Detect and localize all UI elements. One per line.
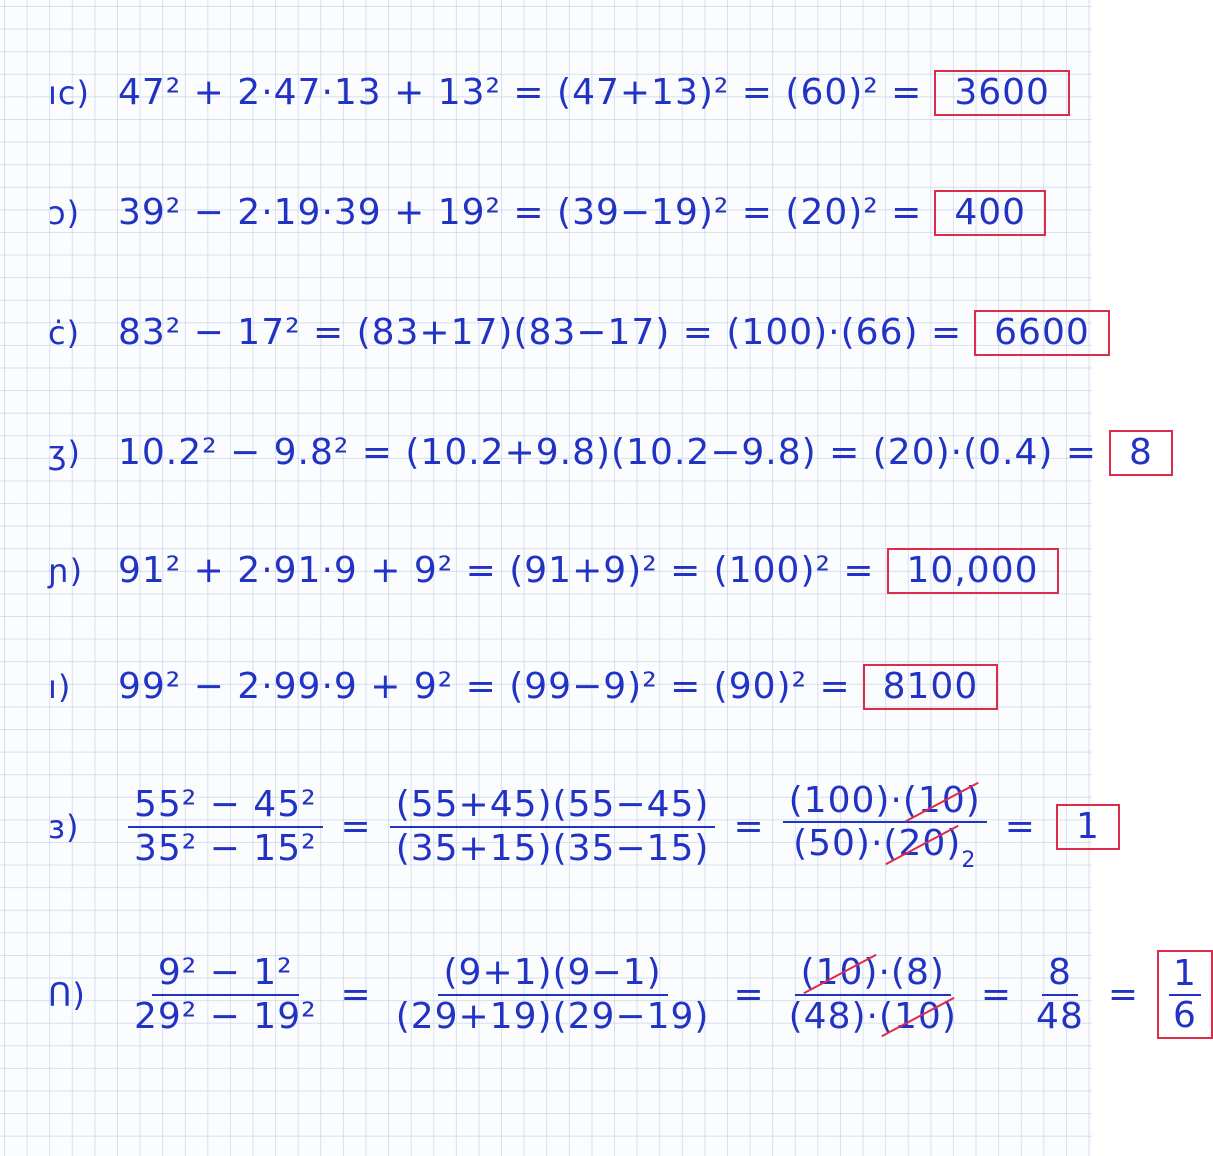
fraction — [390, 952, 716, 1037]
numerator — [783, 780, 987, 823]
factor: (50)· — [793, 823, 884, 865]
numerator: 55² − 45² — [128, 784, 323, 827]
row-expression: 10.2² − 9.8² = (10.2+9.8)(10.2−9.8) = (20)·(0.4) = — [118, 432, 1098, 474]
denominator: 48 — [1036, 995, 1084, 1037]
boxed-answer: 6600 — [974, 310, 1110, 356]
row-expression: 83² − 17² = (83+17)(83−17) = (100)·(66) = — [118, 312, 963, 354]
numerator: (55+45)(55−45) — [390, 784, 716, 827]
equals-sign: = — [733, 806, 765, 848]
boxed-answer: 8100 — [863, 664, 999, 710]
cancelled-factor: (10) — [902, 780, 981, 821]
factor: (100)· — [788, 780, 903, 821]
equation-row-5 — [48, 548, 1062, 594]
equation-row-6 — [48, 664, 1062, 710]
reduced-factor: 2 — [961, 848, 977, 874]
equals-sign: = — [1004, 806, 1036, 848]
equation-row-1 — [48, 70, 1062, 116]
boxed-answer — [1157, 950, 1213, 1039]
boxed-answer: 1 — [1056, 804, 1120, 850]
denominator: (35+15)(35−15) — [395, 827, 710, 869]
cancelled-factor: (10) — [800, 952, 879, 994]
row-label: Ո) — [48, 975, 86, 1014]
denominator — [787, 823, 982, 873]
equals-sign: = — [980, 974, 1013, 1016]
equation-row-2 — [48, 190, 1062, 236]
boxed-answer: 10,000 — [887, 548, 1059, 594]
boxed-answer: 400 — [934, 190, 1046, 236]
answer-numerator: 1 — [1169, 954, 1201, 996]
row-label: ʒ) — [48, 433, 81, 472]
fraction-row-2 — [48, 950, 1197, 1039]
equation-row-3 — [48, 310, 1090, 356]
denominator: (29+19)(29−19) — [395, 995, 710, 1037]
answer-denominator: 6 — [1173, 994, 1197, 1036]
row-label: ıc) — [48, 73, 90, 112]
row-expression: 99² − 2·99·9 + 9² = (99−9)² = (90)² = — [118, 666, 851, 708]
factor: (48)· — [788, 995, 879, 1037]
row-label: ċ) — [48, 313, 81, 352]
fraction — [783, 780, 987, 874]
row-expression: 47² + 2·47·13 + 13² = (47+13)² = (60)² = — [118, 72, 923, 114]
denominator: 35² − 15² — [134, 827, 317, 869]
numerator: 8 — [1042, 952, 1078, 995]
numerator: (9+1)(9−1) — [438, 952, 668, 995]
row-label: ɜ) — [48, 807, 80, 846]
factor: ·(8) — [878, 952, 945, 994]
boxed-answer: 8 — [1109, 430, 1173, 476]
fraction — [128, 784, 323, 869]
boxed-answer: 3600 — [934, 70, 1070, 116]
numerator — [795, 952, 951, 995]
numerator: 9² − 1² — [152, 952, 299, 995]
row-expression: 39² − 2·19·39 + 19² = (39−19)² = (20)² = — [118, 192, 923, 234]
cancelled-factor: (20) — [883, 823, 962, 865]
row-expression: 91² + 2·91·9 + 9² = (91+9)² = (100)² = — [118, 550, 875, 592]
fraction — [1030, 952, 1090, 1037]
denominator — [783, 996, 963, 1037]
equals-sign: = — [1107, 974, 1140, 1016]
fraction — [128, 952, 323, 1037]
equation-row-4 — [48, 430, 1153, 476]
fraction — [390, 784, 716, 869]
cancelled-factor: (10) — [878, 995, 957, 1037]
row-label: ɲ) — [48, 551, 84, 590]
denominator: 29² − 19² — [134, 995, 317, 1037]
row-label: ı) — [48, 667, 72, 706]
equals-sign: = — [340, 806, 372, 848]
fraction-row-1 — [48, 780, 1100, 874]
fraction — [783, 952, 963, 1037]
row-label: ɔ) — [48, 193, 81, 232]
equals-sign: = — [340, 974, 372, 1016]
equals-sign: = — [733, 974, 765, 1016]
